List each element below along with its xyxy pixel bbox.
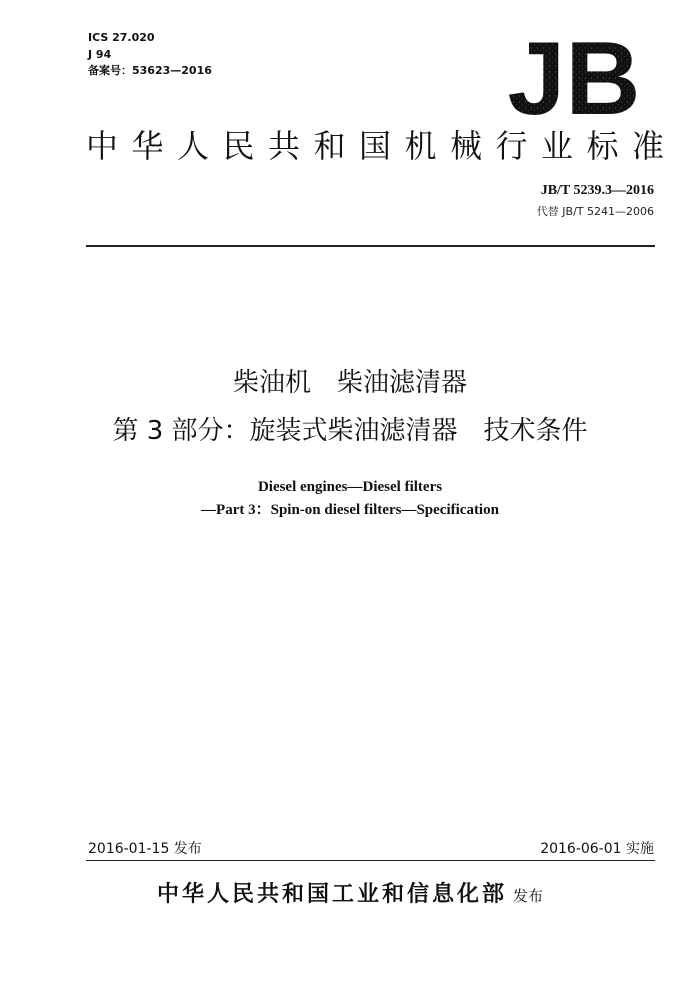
issue-date: 2016-01-15 发布 [88,841,202,857]
classification-code: J 94 [88,48,112,61]
issuing-authority [0,877,700,908]
document-title-cn-line1: 柴油机 柴油滤清器 [232,368,467,398]
issuer-suffix: 发布 [513,887,544,905]
header-divider [86,245,655,247]
replaces-standard: 代替 JB/T 5241—2006 [536,205,654,218]
svg-text:JB: JB [507,34,641,118]
issuer-name: 中华人民共和国工业和信息化部 [156,882,507,907]
ics-code: ICS 27.020 [88,31,155,44]
standard-organization-title: 中华人民共和国机械行业标准 [86,127,678,165]
jb-logo [494,34,654,118]
standard-number: JB/T 5239.3—2016 [540,183,654,198]
footer-divider [86,860,655,861]
record-number: 备案号：53623—2016 [88,64,212,77]
document-title-cn-line2: 第 3 部分：旋装式柴油滤清器 技术条件 [112,416,588,446]
document-title-en-line1: Diesel engines—Diesel filters [257,479,443,495]
implementation-date: 2016-06-01 实施 [540,841,654,857]
document-title-en-line2: —Part 3：Spin-on diesel filters—Specification [201,502,499,518]
